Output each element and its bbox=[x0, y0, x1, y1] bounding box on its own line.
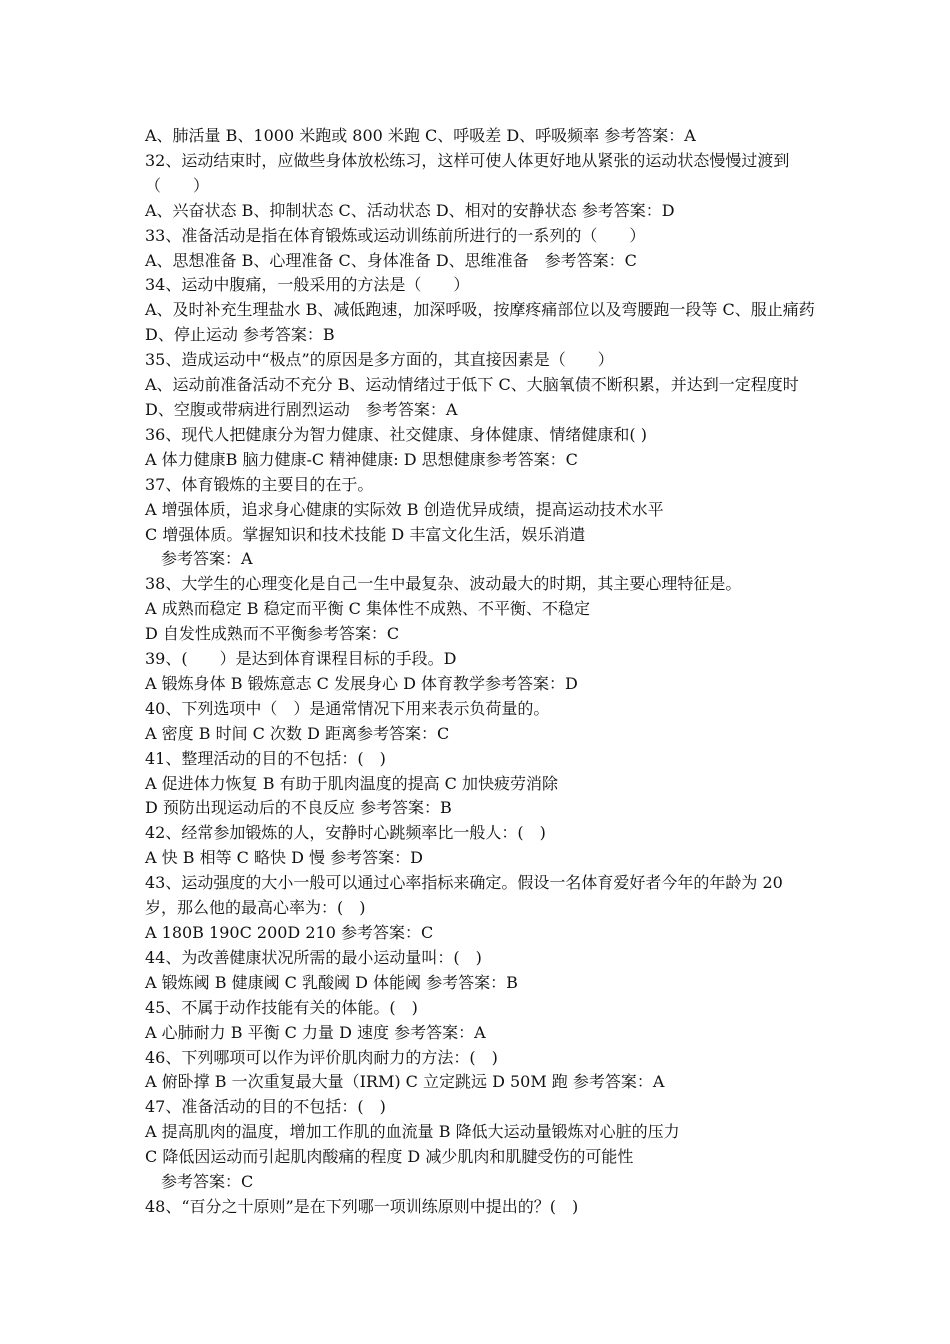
question-42: 42、经常参加锻炼的人，安静时心跳频率比一般人：( ) bbox=[145, 823, 546, 843]
question-35: 35、造成运动中“极点”的原因是多方面的，其直接因素是（ ） bbox=[145, 350, 614, 370]
options-41: A 促进体力恢复 B 有助于肌肉温度的提高 C 加快疲劳消除 bbox=[145, 773, 558, 793]
options-45: A 心肺耐力 B 平衡 C 力量 D 速度 参考答案：A bbox=[145, 1022, 486, 1042]
question-47: 47、准备活动的目的不包括：( ) bbox=[145, 1097, 386, 1117]
options-43: A 180B 190C 200D 210 参考答案：C bbox=[145, 923, 434, 942]
options-36: A 体力健康B 脑力健康-C 精神健康: D 思想健康参考答案：C bbox=[145, 449, 578, 469]
options-35-cont: D、空腹或带病进行剧烈运动 参考答案：A bbox=[145, 399, 458, 419]
options-47-cont: C 降低因运动而引起肌肉酸痛的程度 D 减少肌肉和肌腱受伤的可能性 bbox=[145, 1147, 634, 1167]
options-33: A、思想准备 B、心理准备 C、身体准备 D、思维准备 参考答案：C bbox=[145, 250, 637, 270]
text-line: A、肺活量 B、1000 米跑或 800 米跑 C、呼吸差 D、呼吸频率 参考答案：A bbox=[145, 126, 696, 145]
options-34: A、及时补充生理盐水 B、减低跑速，加深呼吸，按摩疼痛部位以及弯腰跑一段等 C、服止痛药 bbox=[145, 300, 815, 320]
options-41-cont: D 预防出现运动后的不良反应 参考答案：B bbox=[145, 798, 452, 818]
question-48: 48、“百分之十原则”是在下列哪一项训练原则中提出的？( ) bbox=[145, 1196, 579, 1216]
question-39: 39、( ）是达到体育课程目标的手段。D bbox=[145, 649, 457, 669]
options-35: A、运动前准备活动不充分 B、运动情绪过于低下 C、大脑氧债不断积累，并达到一定程度时 bbox=[145, 375, 799, 395]
question-36: 36、现代人把健康分为智力健康、社交健康、身体健康、情绪健康和( ) bbox=[145, 424, 647, 444]
question-32: 32、运动结束时，应做些身体放松练习，这样可使人体更好地从紧张的运动状态慢慢过渡到 bbox=[145, 150, 790, 170]
options-32: A、兴奋状态 B、抑制状态 C、活动状态 D、相对的安静状态 参考答案：D bbox=[145, 200, 675, 220]
text-line: （ ） bbox=[145, 175, 210, 195]
options-46: A 俯卧撑 B 一次重复最大量（IRM) C 立定跳远 D 50M 跑 参考答案：A bbox=[145, 1072, 665, 1092]
question-45: 45、不属于动作技能有关的体能。( ) bbox=[145, 997, 418, 1017]
question-40: 40、下列选项中（ ）是通常情况下用来表示负荷量的。 bbox=[145, 698, 550, 718]
options-44: A 锻炼阈 B 健康阈 C 乳酸阈 D 体能阈 参考答案：B bbox=[145, 972, 518, 992]
options-37-cont: C 增强体质。掌握知识和技术技能 D 丰富文化生活，娱乐消遣 bbox=[145, 524, 586, 544]
options-40: A 密度 B 时间 C 次数 D 距离参考答案：C bbox=[145, 723, 450, 743]
question-43-cont: 岁，那么他的最高心率为：( ) bbox=[145, 898, 366, 918]
answer-47: 参考答案：C bbox=[161, 1172, 254, 1192]
question-43: 43、运动强度的大小一般可以通过心率指标来确定。假设一名体育爱好者今年的年龄为 20 bbox=[145, 873, 783, 893]
options-34-cont: D、停止运动 参考答案：B bbox=[145, 325, 335, 345]
options-37: A 增强体质，追求身心健康的实际效 B 创造优异成绩，提高运动技术水平 bbox=[145, 499, 664, 519]
options-38: A 成熟而稳定 B 稳定而平衡 C 集体性不成熟、不平衡、不稳定 bbox=[145, 599, 590, 619]
options-47: A 提高肌肉的温度，增加工作肌的血流量 B 降低大运动量锻炼对心脏的压力 bbox=[145, 1122, 680, 1142]
question-44: 44、为改善健康状况所需的最小运动量叫：( ) bbox=[145, 947, 482, 967]
question-34: 34、运动中腹痛，一般采用的方法是（ ） bbox=[145, 275, 470, 295]
document-page bbox=[145, 124, 815, 1220]
question-38: 38、大学生的心理变化是自己一生中最复杂、波动最大的时期，其主要心理特征是。 bbox=[145, 574, 742, 594]
options-42: A 快 B 相等 C 略快 D 慢 参考答案：D bbox=[145, 848, 423, 868]
answer-37: 参考答案：A bbox=[161, 549, 253, 569]
options-39: A 锻炼身体 B 锻炼意志 C 发展身心 D 体育教学参考答案：D bbox=[145, 673, 578, 693]
question-41: 41、整理活动的目的不包括：( ) bbox=[145, 748, 386, 768]
question-37: 37、体育锻炼的主要目的在于。 bbox=[145, 474, 374, 494]
options-38-cont: D 自发性成熟而不平衡参考答案：C bbox=[145, 624, 400, 644]
question-33: 33、准备活动是指在体育锻炼或运动训练前所进行的一系列的（ ） bbox=[145, 225, 646, 245]
question-46: 46、下列哪项可以作为评价肌肉耐力的方法：( ) bbox=[145, 1047, 498, 1067]
